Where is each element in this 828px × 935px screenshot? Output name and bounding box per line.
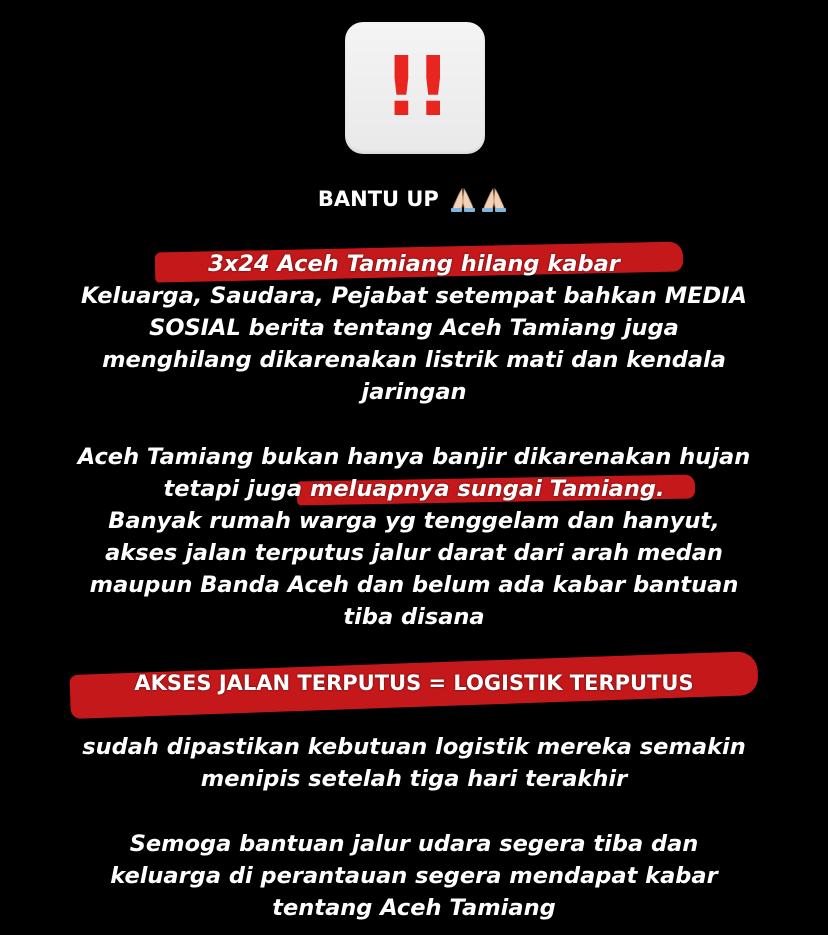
text-line: tiba disana	[343, 604, 485, 630]
double-exclamation-icon: !!	[383, 40, 447, 135]
text-line: Semoga bantuan jalur udara segera tiba dan	[129, 831, 699, 857]
header-text: BANTU UP	[317, 187, 439, 211]
logistics-headline: AKSES JALAN TERPUTUS = LOGISTIK TERPUTUS	[134, 671, 694, 695]
text-line: Banyak rumah warga yg tenggelam dan hanyut,	[108, 508, 720, 534]
text-line: menghilang dikarenakan listrik mati dan kendala	[102, 347, 726, 373]
text-line: tetapi juga meluapnya sungai Tamiang.	[163, 476, 665, 502]
text-line: akses jalan terputus jalur darat dari arah medan	[105, 540, 723, 566]
headline-line: 3x24 Aceh Tamiang hilang kabar	[208, 251, 620, 277]
text-line: Aceh Tamiang bukan hanya banjir dikarenakan hujan	[77, 444, 751, 470]
section-supplies	[0, 731, 828, 795]
text-line: sudah dipastikan kebutuan logistik mereka semakin	[82, 734, 746, 760]
text-line: Keluarga, Saudara, Pejabat setempat bahkan MEDIA	[81, 283, 747, 309]
story-header	[0, 183, 828, 215]
text-line: menipis setelah tiga hari terakhir	[200, 766, 628, 792]
section-missing-news	[0, 248, 828, 408]
text-line: tentang Aceh Tamiang	[272, 895, 556, 921]
text-line: keluarga di perantauan segera mendapat kabar	[110, 863, 718, 889]
text-line: maupun Banda Aceh dan belum ada kabar bantuan	[89, 572, 739, 598]
folded-hands-icon	[448, 187, 510, 213]
text-line: jaringan	[361, 379, 467, 405]
section-logistics-headline	[0, 667, 828, 699]
alert-tile	[345, 22, 485, 154]
section-flood-details	[0, 441, 828, 633]
text-line: SOSIAL berita tentang Aceh Tamiang juga	[149, 315, 679, 341]
section-hope	[0, 828, 828, 924]
